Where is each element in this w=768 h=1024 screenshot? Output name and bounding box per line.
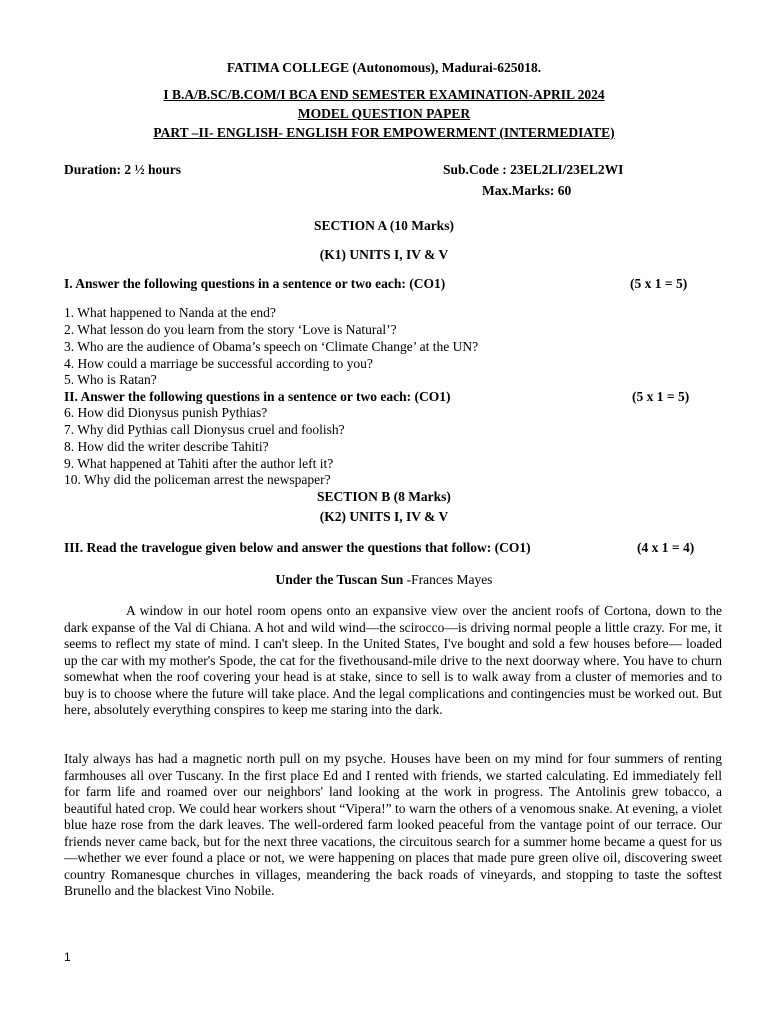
- question-item: 4. How could a marriage be successful according to you?: [64, 356, 373, 371]
- exam-title: I B.A/B.SC/B.COM/I BCA END SEMESTER EXAMINATION-APRIL 2024: [163, 87, 605, 102]
- part3-marks: (4 x 1 = 4): [637, 540, 695, 555]
- part1-instruction: I. Answer the following questions in a sentence or two each: (CO1): [64, 276, 446, 291]
- question-item: 3. Who are the audience of Obama’s speech on ‘Climate Change’ at the UN?: [64, 339, 479, 354]
- question-item: 6. How did Dionysus punish Pythias?: [64, 405, 268, 420]
- passage-title: Under the Tuscan Sun: [275, 572, 404, 587]
- section-b-units: (K2) UNITS I, IV & V: [319, 509, 449, 524]
- question-item: 10. Why did the policeman arrest the newspaper?: [64, 472, 331, 487]
- section-b-title: SECTION B (8 Marks): [317, 489, 451, 504]
- question-item: 7. Why did Pythias call Dionysus cruel and foolish?: [64, 422, 345, 437]
- passage-heading: [0, 572, 768, 589]
- passage-author: -Frances Mayes: [406, 572, 493, 587]
- section-a-title: SECTION A (10 Marks): [314, 218, 454, 233]
- sub-code: Sub.Code : 23EL2LI/23EL2WI: [443, 162, 624, 177]
- question-item: 8. How did the writer describe Tahiti?: [64, 439, 269, 454]
- part1-marks: (5 x 1 = 5): [630, 276, 688, 291]
- page-number: 1: [64, 950, 71, 964]
- question-item: 2. What lesson do you learn from the story ‘Love is Natural’?: [64, 322, 397, 337]
- section-a-units: (K1) UNITS I, IV & V: [319, 247, 449, 262]
- passage-paragraph: A window in our hotel room opens onto an expansive view over the ancient roofs of Cortona, down to the dark expanse of the Val di Chiana. A hot and wild wind—the scirocco—is driving normal people a little crazy. For me, it seems to reflect my state of mind. I can't sleep. In the United States, I've bought and sold a few houses before— loaded up the car with my mother's Spode, the cat for the fivethousand-mile drive to the next doorway where. You have to churn somewhat when the roof covering your head is at stake, since to sell is to walk away from a cluster of memories and to buy is to choose where the future will take place. And the legal complications and contingencies must be worked out. But here, absolutely everything conspires to keep me staring into the dark.: [64, 603, 722, 717]
- part2-marks: (5 x 1 = 5): [632, 389, 690, 404]
- question-item: 9. What happened at Tahiti after the author left it?: [64, 456, 334, 471]
- college-name: FATIMA COLLEGE (Autonomous), Madurai-625018.: [226, 60, 542, 75]
- question-item: 1. What happened to Nanda at the end?: [64, 305, 276, 320]
- duration: Duration: 2 ½ hours: [64, 162, 182, 177]
- max-marks: Max.Marks: 60: [482, 183, 572, 198]
- part2-instruction: II. Answer the following questions in a sentence or two each: (CO1): [64, 389, 451, 404]
- part3-instruction: III. Read the travelogue given below and answer the questions that follow: (CO1): [64, 540, 531, 555]
- question-item: 5. Who is Ratan?: [64, 372, 157, 387]
- paper-part: PART –II- ENGLISH- ENGLISH FOR EMPOWERMENT (INTERMEDIATE): [153, 125, 615, 140]
- paper-type: MODEL QUESTION PAPER: [297, 106, 471, 121]
- passage-paragraph: Italy always has had a magnetic north pull on my psyche. Houses have been on my mind for four summers of renting farmhouses all over Tuscany. In the first place Ed and I rented with friends, we started calculating. Ed immediately fell for farm life and roamed over our neighbors' land looking at the work in progress. The Antolinis grew tobacco, a beautiful hated crop. We could hear workers shout “Vipera!” to warn the others of a venomous snake. At evening, a violet blue haze rose from the dark leaves. The well-ordered farm looked peaceful from the vantage point of our terrace. Our friends never came back, but for the next three vacations, the circuitous search for a summer home became a quest for us—whether we ever found a place or not, we were happening on places that made pure green olive oil, discovering sweet country Romanesque churches in villages, meandering the back roads of vineyards, and stopping to taste the softest Brunello and the blackest Vino Nobile.: [64, 751, 722, 898]
